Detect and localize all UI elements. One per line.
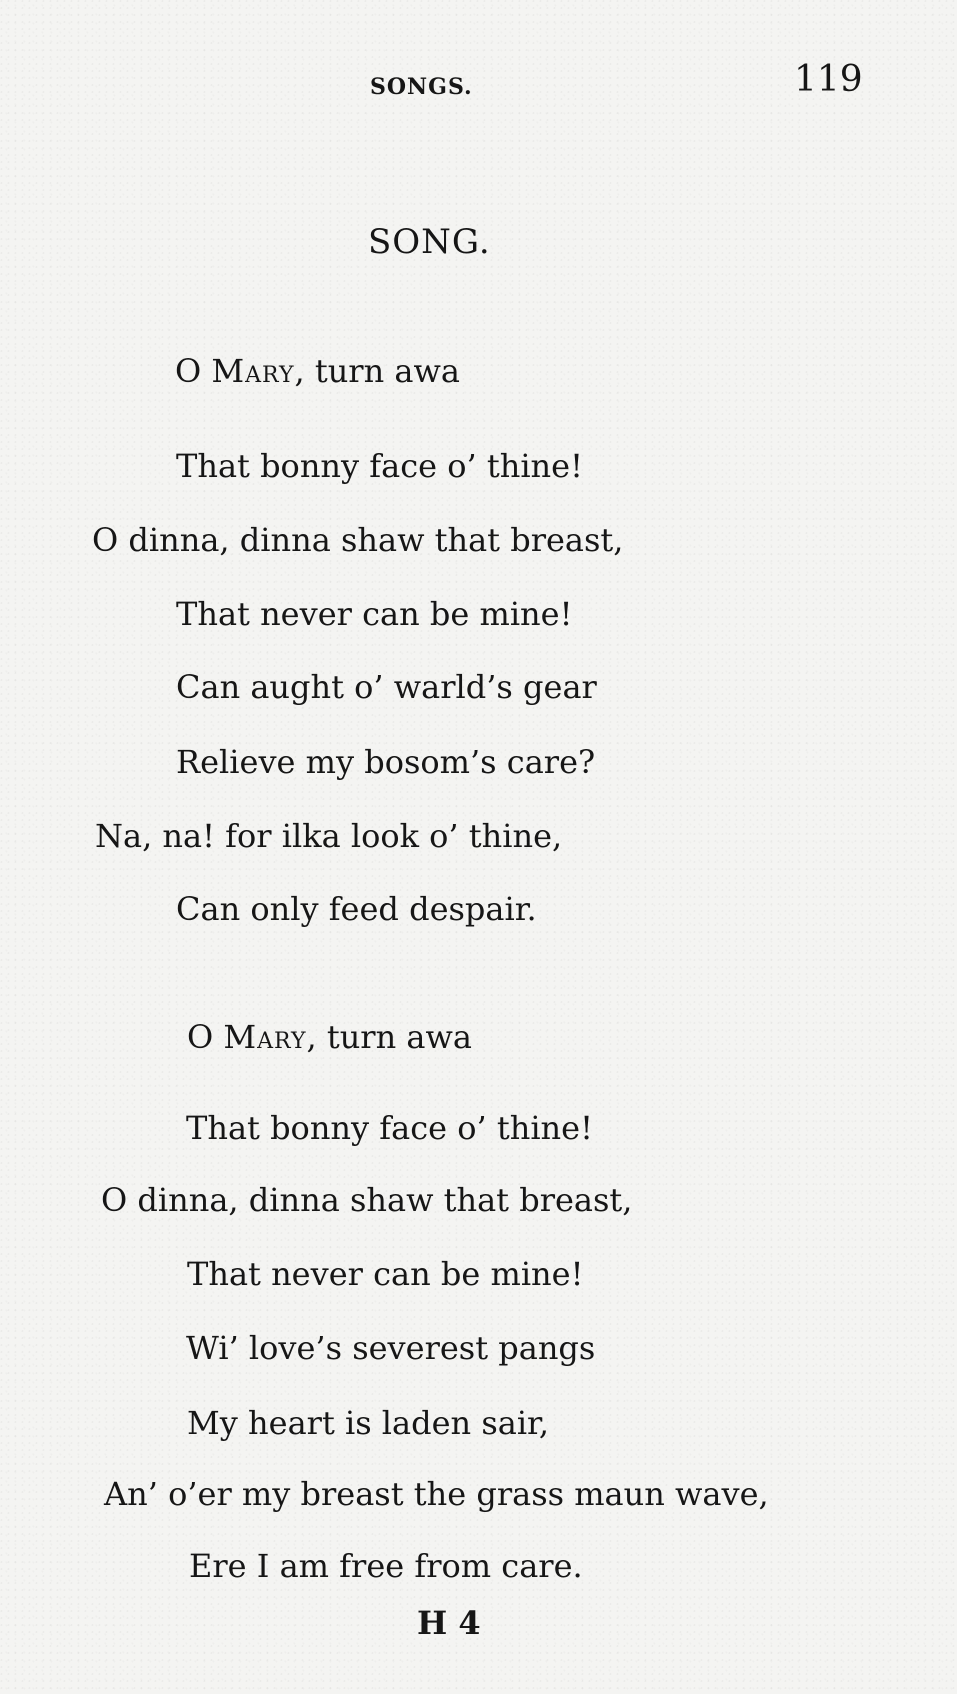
stanza-2-line-1 <box>187 1018 472 1056</box>
stanza-1-line-5: Can aught o’ warld’s gear <box>176 668 597 706</box>
stanza-2-line-1-suffix: , turn awa <box>306 1018 472 1056</box>
stanza-2-line-4: That never can be mine! <box>187 1255 584 1293</box>
stanza-2-line-5: Wi’ love’s severest pangs <box>186 1329 596 1367</box>
page-number: 119 <box>794 59 863 100</box>
stanza-1-line-6: Relieve my bosom’s care? <box>176 743 596 781</box>
stanza-1-line-4: That never can be mine! <box>176 595 573 633</box>
stanza-1-line-1-name: Mary <box>211 352 295 390</box>
stanza-2-line-3: O dinna, dinna shaw that breast, <box>101 1181 633 1219</box>
running-head: SONGS. <box>370 74 473 100</box>
song-title: SONG. <box>368 222 491 262</box>
signature-mark: H 4 <box>417 1604 481 1642</box>
stanza-1-line-7: Na, na! for ilka look o’ thine, <box>95 817 563 855</box>
stanza-2-line-2: That bonny face o’ thine! <box>186 1109 593 1147</box>
stanza-2-line-7: An’ o’er my breast the grass maun wave, <box>104 1475 769 1513</box>
stanza-2-line-8: Ere I am free from care. <box>189 1547 583 1585</box>
stanza-1-line-1-suffix: , turn awa <box>294 352 460 390</box>
stanza-1-line-8: Can only feed despair. <box>176 890 537 928</box>
stanza-1-line-1 <box>175 352 460 390</box>
stanza-2-line-6: My heart is laden sair, <box>187 1404 549 1442</box>
stanza-1-line-3: O dinna, dinna shaw that breast, <box>92 521 624 559</box>
stanza-2-line-1-name: Mary <box>223 1018 307 1056</box>
stanza-1-line-2: That bonny face o’ thine! <box>176 447 583 485</box>
stanza-1-line-1-prefix: O <box>175 352 212 390</box>
stanza-2-line-1-prefix: O <box>187 1018 224 1056</box>
